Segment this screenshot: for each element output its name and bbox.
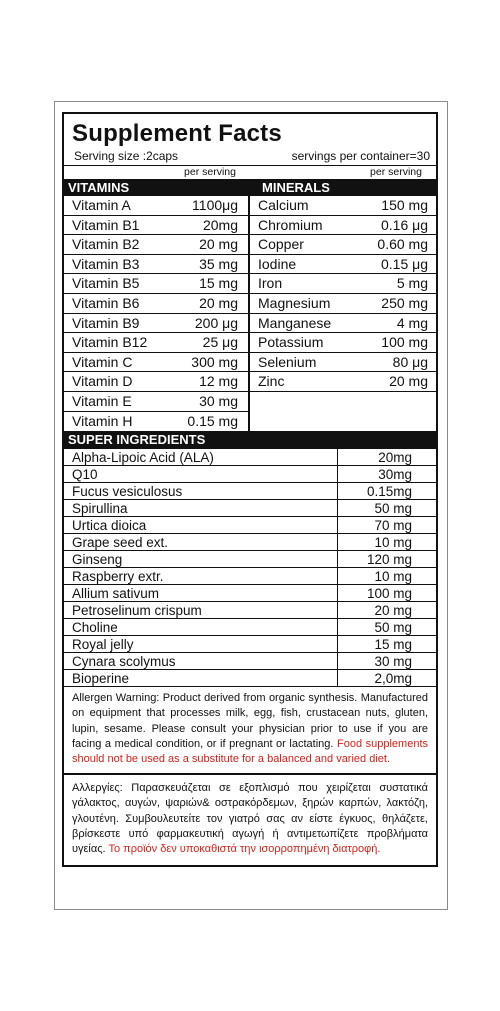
ingredient-amount: 10 mg xyxy=(337,534,412,550)
servings-per-container: servings per container=30 xyxy=(291,149,430,163)
ingredient-row xyxy=(64,500,436,517)
ingredient-name: Fucus vesiculosus xyxy=(72,484,183,500)
vitamin-row xyxy=(64,235,248,255)
serving-size: Serving size :2caps xyxy=(74,149,179,163)
mineral-name: Potassium xyxy=(258,334,324,351)
vitamin-amount: 0.15 mg xyxy=(187,412,238,429)
vitamin-row xyxy=(64,372,248,392)
ingredient-name: Petroselinum crispum xyxy=(72,603,202,619)
ingredient-name: Raspberry extr. xyxy=(72,569,164,585)
vitamin-name: Vitamin C xyxy=(72,353,133,370)
vitamin-row xyxy=(64,294,248,314)
mineral-amount: 0.60 mg xyxy=(377,236,428,253)
mineral-name: Zinc xyxy=(258,373,285,390)
per-serving-right: per serving xyxy=(370,166,422,178)
mineral-amount: 150 mg xyxy=(381,197,428,213)
mineral-name: Iodine xyxy=(258,255,297,272)
vitamin-row xyxy=(64,392,248,412)
vitamin-amount: 30 mg xyxy=(199,392,238,409)
mineral-row xyxy=(250,314,436,334)
mineral-row-empty xyxy=(250,392,436,412)
supplement-facts-panel xyxy=(62,112,438,867)
greek-allergen-warning xyxy=(64,775,436,865)
mineral-row xyxy=(250,353,436,373)
vitamins-header: VITAMINS xyxy=(68,180,130,195)
serving-info xyxy=(64,148,436,165)
vitamin-name: Vitamin B1 xyxy=(72,216,140,233)
ingredient-row xyxy=(64,568,436,585)
mineral-amount: 0.15 μg xyxy=(381,255,428,272)
mineral-amount: 20 mg xyxy=(389,373,428,390)
ingredient-row xyxy=(64,653,436,670)
vitamin-amount: 20 mg xyxy=(199,236,238,253)
vitamin-amount: 300 mg xyxy=(191,353,238,370)
ingredient-name: Q10 xyxy=(72,467,98,483)
vitamin-name: Vitamin B2 xyxy=(72,236,140,253)
ingredient-name: Ginseng xyxy=(72,552,123,568)
vitamin-row xyxy=(64,196,248,216)
ingredient-name: Spirullina xyxy=(72,501,128,517)
ingredient-amount: 15 mg xyxy=(337,636,412,652)
minerals-column xyxy=(250,196,436,431)
per-serving-row xyxy=(64,165,436,179)
vitamin-name: Vitamin H xyxy=(72,412,133,429)
ingredient-name: Bioperine xyxy=(72,671,130,687)
vitamin-name: Vitamin D xyxy=(72,373,133,390)
mineral-amount: 100 mg xyxy=(381,334,428,351)
ingredient-row xyxy=(64,551,436,568)
mineral-amount: 80 μg xyxy=(392,353,428,370)
greek-warning-red: Το προϊόν δεν υποκαθιστά την ισορροπημένη διατροφή. xyxy=(108,842,381,855)
super-ingredients-header: SUPER INGREDIENTS xyxy=(64,431,436,448)
ingredient-amount: 100 mg xyxy=(337,585,412,601)
ingredient-amount: 20mg xyxy=(337,449,412,465)
vitamin-name: Vitamin B6 xyxy=(72,294,140,311)
mineral-row xyxy=(250,255,436,275)
ingredient-amount: 0.15mg xyxy=(337,483,412,499)
ingredient-row xyxy=(64,636,436,653)
vitamin-amount: 200 μg xyxy=(194,314,238,331)
ingredient-amount: 10 mg xyxy=(337,568,412,584)
mineral-row xyxy=(250,274,436,294)
mineral-name: Chromium xyxy=(258,216,323,233)
ingredient-amount: 20 mg xyxy=(337,602,412,618)
super-ingredients-list xyxy=(64,448,436,687)
ingredient-name: Royal jelly xyxy=(72,637,134,653)
vitamin-amount: 12 mg xyxy=(199,373,238,390)
mineral-amount: 0.16 μg xyxy=(381,216,428,233)
ingredient-row xyxy=(64,466,436,483)
mineral-amount: 4 mg xyxy=(396,314,428,331)
mineral-row xyxy=(250,235,436,255)
mineral-row xyxy=(250,216,436,236)
vitamin-row xyxy=(64,412,248,432)
vitamin-name: Vitamin E xyxy=(72,392,132,409)
ingredient-row xyxy=(64,517,436,534)
vitamin-amount: 1100μg xyxy=(192,197,238,213)
mineral-name: Magnesium xyxy=(258,294,331,311)
mineral-amount: 5 mg xyxy=(396,275,428,292)
vitamin-row xyxy=(64,216,248,236)
mineral-row-empty xyxy=(250,412,436,432)
vitamin-row xyxy=(64,353,248,373)
vitamin-name: Vitamin B3 xyxy=(72,255,140,272)
ingredient-row xyxy=(64,483,436,500)
mineral-name: Calcium xyxy=(258,197,309,213)
ingredient-amount: 30 mg xyxy=(337,653,412,669)
per-serving-left: per serving xyxy=(184,166,236,178)
allergen-warning-red: Food supplements should not be used as a substitute for a balanced and varied diet. xyxy=(72,737,428,765)
ingredient-row xyxy=(64,602,436,619)
mineral-row xyxy=(250,196,436,216)
vitamin-amount: 20 mg xyxy=(199,294,238,311)
vitamin-name: Vitamin B9 xyxy=(72,314,140,331)
panel-title: Supplement Facts xyxy=(72,120,282,147)
vitamin-name: Vitamin B12 xyxy=(72,334,148,351)
vitamin-row xyxy=(64,274,248,294)
ingredient-name: Choline xyxy=(72,620,118,636)
vitamin-amount: 35 mg xyxy=(199,255,238,272)
ingredient-amount: 120 mg xyxy=(337,551,412,567)
vitamin-amount: 15 mg xyxy=(199,275,238,292)
mineral-name: Iron xyxy=(258,275,283,292)
vitamins-column xyxy=(64,196,250,431)
ingredient-row xyxy=(64,585,436,602)
allergen-warning xyxy=(64,687,436,775)
vitamin-amount: 20mg xyxy=(202,216,238,233)
ingredient-row xyxy=(64,534,436,551)
nutrient-header-bar xyxy=(64,179,436,196)
ingredient-row xyxy=(64,619,436,636)
greek-warning-text: Αλλεργίες: Παρασκευάζεται σε εξοπλισμό που χειρίζεται συστατικά γάλακτος, αυγών, ψαριών& οστρακόρδεμων, ξηρών καρπών, λακτόζη, γλουτένη. Συμβουλευτείτε τον γιατρό σας αν είστε έγκυος, θηλάζετε, βρίσκεστε υπό φαρμακευτική αγωγή ή αντιμετωπίζετε προβλήματα υγείας. xyxy=(72,782,428,855)
ingredient-row xyxy=(64,449,436,466)
minerals-header: MINERALS xyxy=(262,180,330,195)
vitamin-name: Vitamin B5 xyxy=(72,275,140,292)
mineral-name: Manganese xyxy=(258,314,332,331)
ingredient-name: Allium sativum xyxy=(72,586,160,602)
mineral-name: Selenium xyxy=(258,353,317,370)
ingredient-amount: 2,0mg xyxy=(337,670,412,686)
ingredient-amount: 70 mg xyxy=(337,517,412,533)
ingredient-name: Alpha-Lipoic Acid (ALA) xyxy=(72,450,214,466)
mineral-amount: 250 mg xyxy=(381,294,428,311)
vitamin-row xyxy=(64,314,248,334)
ingredient-amount: 50 mg xyxy=(337,619,412,635)
mineral-row xyxy=(250,372,436,392)
mineral-name: Copper xyxy=(258,236,304,253)
ingredient-name: Grape seed ext. xyxy=(72,535,169,551)
allergen-warning-text: Allergen Warning: Product derived from organic synthesis. Manufactured on equipment that processes milk, egg, fish, crustacean nuts, gluten, lupin, sesame. Please consult your physician prior to use if you are facing a medical condition, or if pregnant or lactating. xyxy=(72,692,428,750)
vitamin-amount: 25 μg xyxy=(202,334,238,351)
ingredient-row xyxy=(64,670,436,687)
mineral-row xyxy=(250,333,436,353)
mineral-row xyxy=(250,294,436,314)
ingredient-amount: 50 mg xyxy=(337,500,412,516)
vitamin-name: Vitamin A xyxy=(72,197,131,213)
ingredient-name: Urtica dioica xyxy=(72,518,147,534)
ingredient-name: Cynara scolymus xyxy=(72,654,176,670)
vitamin-row xyxy=(64,255,248,275)
vitamin-row xyxy=(64,333,248,353)
ingredient-amount: 30mg xyxy=(337,466,412,482)
nutrient-columns xyxy=(64,196,436,431)
